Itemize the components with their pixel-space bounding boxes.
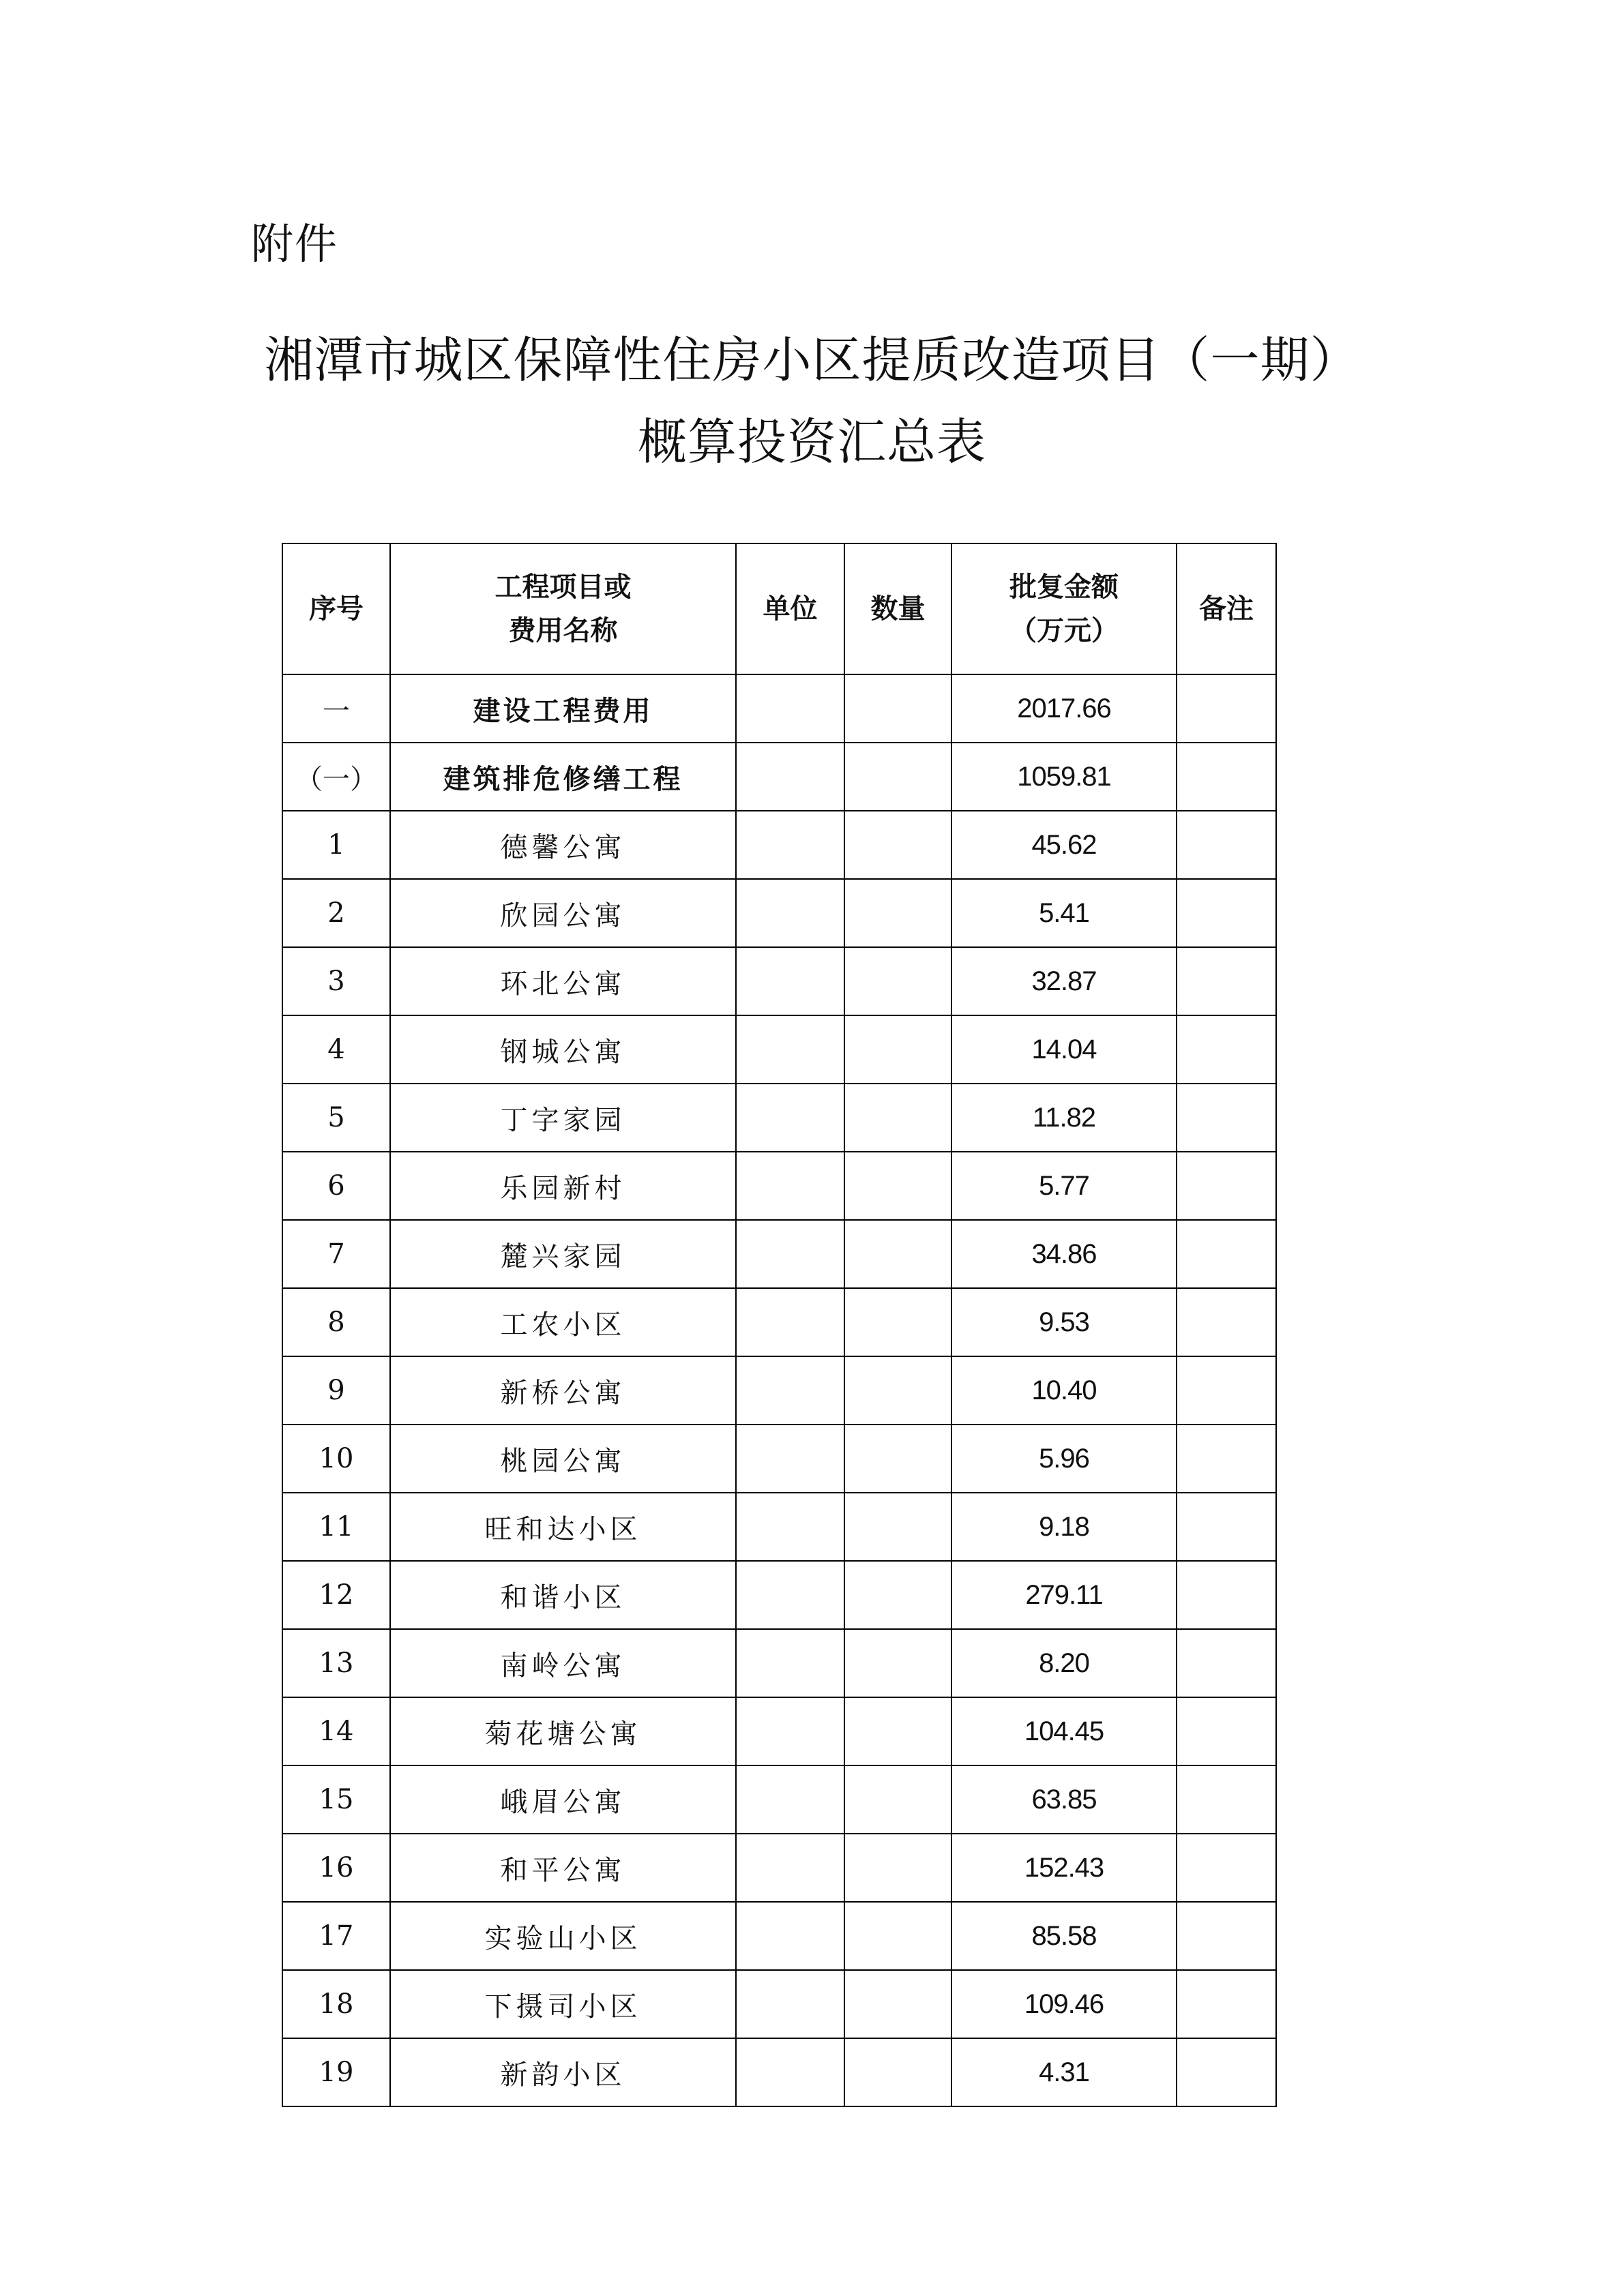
- cell-unit: [736, 1493, 844, 1561]
- cell-note: [1177, 879, 1276, 947]
- cell-amount: 32.87: [951, 947, 1177, 1015]
- cell-amount: 63.85: [951, 1765, 1177, 1834]
- cell-name: 和谐小区: [390, 1561, 736, 1629]
- cell-unit: [736, 879, 844, 947]
- cell-quantity: [844, 879, 951, 947]
- cell-quantity: [844, 1561, 951, 1629]
- cell-quantity: [844, 1970, 951, 2038]
- cell-name: 环北公寓: [390, 947, 736, 1015]
- table-body: [282, 674, 1276, 2106]
- cell-note: [1177, 1970, 1276, 2038]
- cell-amount: 5.96: [951, 1425, 1177, 1493]
- table-row: [282, 743, 1276, 811]
- cell-name: 实验山小区: [390, 1902, 736, 1970]
- attachment-label: 附件: [251, 219, 339, 269]
- cell-quantity: [844, 1902, 951, 1970]
- table-row: [282, 811, 1276, 879]
- header-amount-line2: （万元）: [1009, 615, 1119, 646]
- cell-quantity: [844, 1220, 951, 1288]
- cell-name: 建筑排危修缮工程: [390, 743, 736, 811]
- table-row: [282, 1356, 1276, 1425]
- cell-unit: [736, 1765, 844, 1834]
- cell-seq: 6: [282, 1152, 390, 1220]
- cell-quantity: [844, 1015, 951, 1084]
- cell-note: [1177, 1765, 1276, 1834]
- cell-note: [1177, 1220, 1276, 1288]
- cell-unit: [736, 1561, 844, 1629]
- cell-amount: 4.31: [951, 2038, 1177, 2106]
- cell-unit: [736, 1084, 844, 1152]
- cell-unit: [736, 1970, 844, 2038]
- table-row: [282, 1152, 1276, 1220]
- cell-unit: [736, 2038, 844, 2106]
- cell-name: 和平公寓: [390, 1834, 736, 1902]
- header-note: 备注: [1177, 543, 1276, 674]
- cell-amount: 104.45: [951, 1697, 1177, 1765]
- table-row: [282, 1425, 1276, 1493]
- table-header-row: [282, 543, 1276, 674]
- cell-name: 菊花塘公寓: [390, 1697, 736, 1765]
- cell-note: [1177, 1902, 1276, 1970]
- header-unit: 单位: [736, 543, 844, 674]
- cell-amount: 11.82: [951, 1084, 1177, 1152]
- cell-seq: 一: [282, 674, 390, 743]
- cell-note: [1177, 1834, 1276, 1902]
- budget-summary-table: [282, 543, 1277, 2107]
- cell-seq: 7: [282, 1220, 390, 1288]
- cell-name: 峨眉公寓: [390, 1765, 736, 1834]
- cell-unit: [736, 1697, 844, 1765]
- cell-note: [1177, 1152, 1276, 1220]
- cell-quantity: [844, 743, 951, 811]
- cell-amount: 14.04: [951, 1015, 1177, 1084]
- table-row: [282, 1288, 1276, 1356]
- cell-quantity: [844, 1765, 951, 1834]
- cell-quantity: [844, 1152, 951, 1220]
- header-quantity: 数量: [844, 543, 951, 674]
- cell-note: [1177, 1356, 1276, 1425]
- table-row: [282, 1970, 1276, 2038]
- cell-seq: 19: [282, 2038, 390, 2106]
- cell-amount: 152.43: [951, 1834, 1177, 1902]
- cell-amount: 2017.66: [951, 674, 1177, 743]
- cell-seq: 4: [282, 1015, 390, 1084]
- cell-unit: [736, 1629, 844, 1697]
- document-title-line1: 湘潭市城区保障性住房小区提质改造项目（一期）: [264, 331, 1360, 389]
- cell-note: [1177, 1697, 1276, 1765]
- cell-amount: 5.77: [951, 1152, 1177, 1220]
- cell-unit: [736, 743, 844, 811]
- header-name: [390, 543, 736, 674]
- cell-unit: [736, 1425, 844, 1493]
- cell-seq: 17: [282, 1902, 390, 1970]
- cell-seq: 18: [282, 1970, 390, 2038]
- table-row: [282, 1220, 1276, 1288]
- cell-quantity: [844, 1697, 951, 1765]
- cell-unit: [736, 1356, 844, 1425]
- cell-name: 德馨公寓: [390, 811, 736, 879]
- cell-note: [1177, 947, 1276, 1015]
- cell-note: [1177, 743, 1276, 811]
- cell-note: [1177, 811, 1276, 879]
- cell-seq: 16: [282, 1834, 390, 1902]
- cell-amount: 10.40: [951, 1356, 1177, 1425]
- cell-note: [1177, 1288, 1276, 1356]
- cell-name: 新韵小区: [390, 2038, 736, 2106]
- cell-amount: 9.53: [951, 1288, 1177, 1356]
- cell-note: [1177, 674, 1276, 743]
- table-row: [282, 1697, 1276, 1765]
- cell-seq: 14: [282, 1697, 390, 1765]
- cell-quantity: [844, 2038, 951, 2106]
- cell-seq: 11: [282, 1493, 390, 1561]
- cell-name: 建设工程费用: [390, 674, 736, 743]
- cell-name: 旺和达小区: [390, 1493, 736, 1561]
- cell-amount: 9.18: [951, 1493, 1177, 1561]
- cell-unit: [736, 1288, 844, 1356]
- cell-note: [1177, 1493, 1276, 1561]
- cell-seq: 10: [282, 1425, 390, 1493]
- cell-amount: 109.46: [951, 1970, 1177, 2038]
- table-row: [282, 1561, 1276, 1629]
- table-row: [282, 1629, 1276, 1697]
- cell-unit: [736, 1220, 844, 1288]
- cell-name: 乐园新村: [390, 1152, 736, 1220]
- table-row: [282, 1084, 1276, 1152]
- cell-seq: 8: [282, 1288, 390, 1356]
- cell-quantity: [844, 1425, 951, 1493]
- cell-amount: 5.41: [951, 879, 1177, 947]
- cell-amount: 1059.81: [951, 743, 1177, 811]
- cell-name: 下摄司小区: [390, 1970, 736, 2038]
- cell-name: 丁字家园: [390, 1084, 736, 1152]
- cell-unit: [736, 1902, 844, 1970]
- table-row: [282, 674, 1276, 743]
- table-row: [282, 947, 1276, 1015]
- cell-name: 南岭公寓: [390, 1629, 736, 1697]
- cell-name: 新桥公寓: [390, 1356, 736, 1425]
- cell-amount: 85.58: [951, 1902, 1177, 1970]
- cell-quantity: [844, 1084, 951, 1152]
- cell-quantity: [844, 1629, 951, 1697]
- cell-note: [1177, 1561, 1276, 1629]
- cell-unit: [736, 1015, 844, 1084]
- cell-unit: [736, 1834, 844, 1902]
- table-row: [282, 1765, 1276, 1834]
- document-title-line2: 概算投资汇总表: [637, 413, 986, 471]
- cell-quantity: [844, 1834, 951, 1902]
- cell-seq: 2: [282, 879, 390, 947]
- cell-amount: 279.11: [951, 1561, 1177, 1629]
- header-seq: 序号: [282, 543, 390, 674]
- cell-name: 桃园公寓: [390, 1425, 736, 1493]
- cell-seq: 13: [282, 1629, 390, 1697]
- cell-name: 麓兴家园: [390, 1220, 736, 1288]
- cell-seq: （一）: [282, 743, 390, 811]
- cell-note: [1177, 1425, 1276, 1493]
- cell-seq: 5: [282, 1084, 390, 1152]
- cell-quantity: [844, 674, 951, 743]
- cell-quantity: [844, 1288, 951, 1356]
- cell-seq: 3: [282, 947, 390, 1015]
- cell-unit: [736, 1152, 844, 1220]
- header-name-line2: 费用名称: [508, 615, 618, 646]
- cell-amount: 45.62: [951, 811, 1177, 879]
- cell-name: 工农小区: [390, 1288, 736, 1356]
- cell-seq: 1: [282, 811, 390, 879]
- table-row: [282, 879, 1276, 947]
- cell-quantity: [844, 811, 951, 879]
- cell-seq: 9: [282, 1356, 390, 1425]
- cell-amount: 8.20: [951, 1629, 1177, 1697]
- table-row: [282, 1834, 1276, 1902]
- header-amount-line1: 批复金额: [1009, 571, 1119, 603]
- cell-unit: [736, 947, 844, 1015]
- cell-seq: 12: [282, 1561, 390, 1629]
- cell-quantity: [844, 947, 951, 1015]
- table-row: [282, 1015, 1276, 1084]
- cell-amount: 34.86: [951, 1220, 1177, 1288]
- cell-quantity: [844, 1356, 951, 1425]
- header-name-line1: 工程项目或: [494, 571, 632, 603]
- cell-quantity: [844, 1493, 951, 1561]
- table-row: [282, 2038, 1276, 2106]
- cell-note: [1177, 1084, 1276, 1152]
- cell-note: [1177, 2038, 1276, 2106]
- cell-unit: [736, 674, 844, 743]
- table-row: [282, 1902, 1276, 1970]
- cell-name: 欣园公寓: [390, 879, 736, 947]
- cell-note: [1177, 1015, 1276, 1084]
- header-amount: [951, 543, 1177, 674]
- cell-note: [1177, 1629, 1276, 1697]
- table-row: [282, 1493, 1276, 1561]
- cell-name: 钢城公寓: [390, 1015, 736, 1084]
- cell-seq: 15: [282, 1765, 390, 1834]
- cell-unit: [736, 811, 844, 879]
